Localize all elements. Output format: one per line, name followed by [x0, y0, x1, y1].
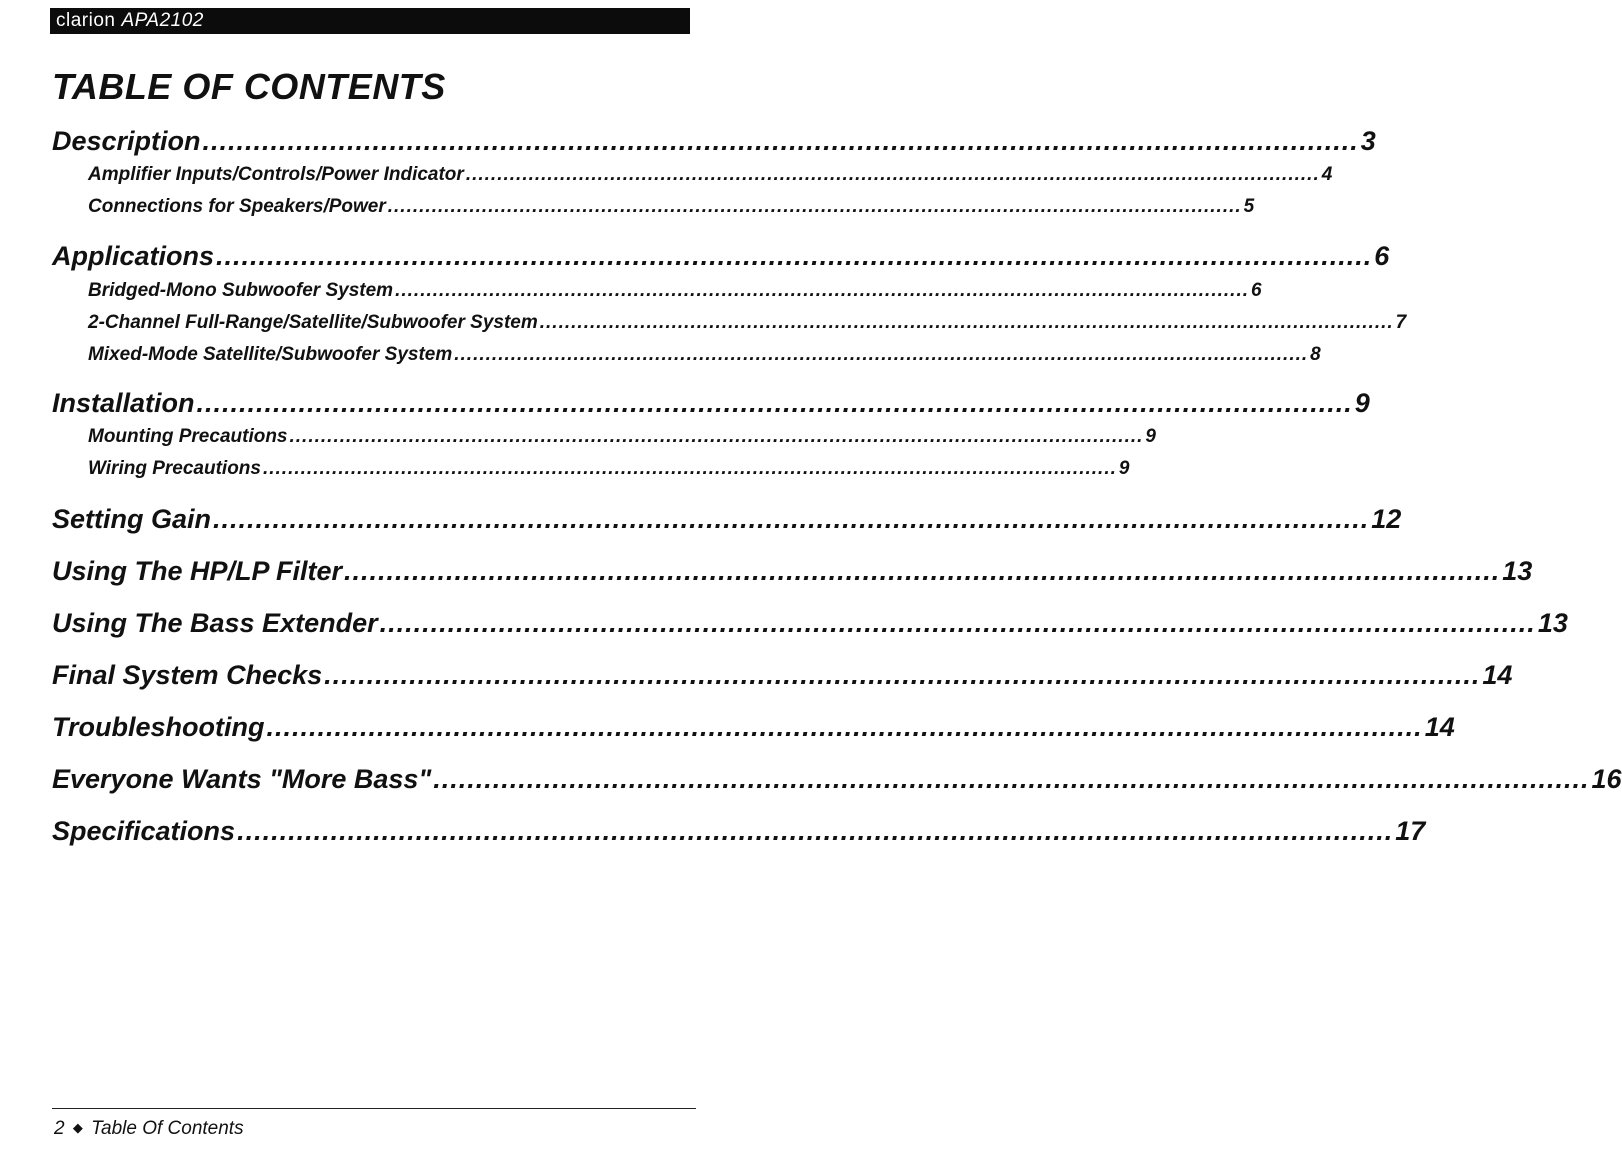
header-bar [50, 8, 690, 34]
toc-entry-title: 2-Channel Full-Range/Satellite/Subwoofer System [88, 312, 538, 333]
page-title: TABLE OF CONTENTS [52, 66, 446, 107]
toc-leader-dots: ........................................................................................................................................ [289, 426, 1144, 447]
toc-leader-dots: ........................................................................................................................................ [454, 344, 1309, 365]
toc-leader-dots: ........................................................................................................................................ [324, 660, 1481, 690]
toc-leader-dots: ........................................................................................................................................ [237, 816, 1394, 846]
footer-rule [52, 1108, 696, 1109]
toc-entry-title: Everyone Wants "More Bass" [52, 764, 432, 794]
toc-entry-applications[interactable] [52, 241, 1390, 272]
page-footer [54, 1118, 244, 1140]
toc-leader-dots: ........................................................................................................................................ [379, 608, 1536, 638]
toc-entry-specifications[interactable] [52, 816, 1426, 847]
toc-entry-amplifier-inputs[interactable] [88, 164, 1333, 186]
toc-leader-dots: ........................................................................................................................................ [344, 556, 1501, 586]
toc-entry-connections[interactable] [88, 196, 1255, 218]
toc-entry-troubleshooting[interactable] [52, 712, 1455, 743]
toc-page-number: 17 [1395, 816, 1426, 846]
toc-leader-dots: ........................................................................................................................................ [216, 241, 1373, 271]
toc-entry-setting-gain[interactable] [52, 504, 1402, 535]
footer-page-number: 2 [54, 1118, 65, 1139]
toc-entry-final-system-checks[interactable] [52, 660, 1513, 691]
toc-entry-installation[interactable] [52, 388, 1370, 419]
toc-entry-title: Wiring Precautions [88, 458, 261, 479]
model-number: APA2102 [121, 10, 204, 31]
toc-leader-dots: ........................................................................................................................................ [539, 312, 1394, 333]
toc-entry-more-bass[interactable] [52, 764, 1622, 795]
toc-entry-title: Installation [52, 388, 195, 418]
toc-entry-title: Description [52, 126, 201, 156]
toc-page-number: 13 [1537, 608, 1568, 638]
toc-leader-dots: ........................................................................................................................................ [433, 764, 1590, 794]
toc-entry-title: Amplifier Inputs/Controls/Power Indicator [88, 164, 464, 185]
diamond-icon: ◆ [72, 1120, 83, 1135]
toc-entry-hp-lp-filter[interactable] [52, 556, 1533, 587]
toc-entry-title: Using The Bass Extender [52, 608, 378, 638]
toc-page-number: 5 [1243, 196, 1255, 217]
toc-page-number: 14 [1482, 660, 1513, 690]
toc-page-number: 3 [1360, 126, 1376, 156]
toc-page-number: 8 [1310, 344, 1321, 365]
toc-entry-title: Mounting Precautions [88, 426, 288, 447]
toc-page-number: 13 [1502, 556, 1533, 586]
toc-page-number: 9 [1354, 388, 1370, 418]
toc-entry-title: Using The HP/LP Filter [52, 556, 343, 586]
toc-page-number: 16 [1591, 764, 1622, 794]
toc-entry-wiring-precautions[interactable] [88, 458, 1130, 480]
toc-entry-bridged-mono[interactable] [88, 280, 1262, 302]
toc-leader-dots: ........................................................................................................................................ [202, 126, 1359, 156]
footer-section-title: Table Of Contents [91, 1118, 244, 1139]
toc-leader-dots: ........................................................................................................................................ [266, 712, 1423, 742]
toc-entry-title: Troubleshooting [52, 712, 265, 742]
toc-page-number: 6 [1251, 280, 1262, 301]
toc-leader-dots: ........................................................................................................................................ [196, 388, 1353, 418]
toc-entry-bass-extender[interactable] [52, 608, 1568, 639]
toc-entry-description[interactable] [52, 126, 1376, 157]
toc-leader-dots: ........................................................................................................................................ [387, 196, 1242, 217]
toc-page-number: 4 [1321, 164, 1333, 185]
toc-page-number: 9 [1118, 458, 1130, 479]
toc-entry-title: Bridged-Mono Subwoofer System [88, 280, 394, 301]
toc-entry-title: Specifications [52, 816, 236, 846]
toc-entry-title: Applications [52, 241, 215, 271]
toc-leader-dots: ........................................................................................................................................ [213, 504, 1370, 534]
toc-entry-title: Setting Gain [52, 504, 212, 534]
toc-page-number: 14 [1424, 712, 1455, 742]
toc-page-number: 9 [1145, 426, 1156, 447]
toc-page-number: 7 [1395, 312, 1407, 333]
toc-page-number: 6 [1374, 241, 1390, 271]
toc-page-number: 12 [1371, 504, 1402, 534]
toc-entry-two-channel[interactable] [88, 312, 1407, 334]
brand-name: clarion [56, 10, 116, 31]
toc-leader-dots: ........................................................................................................................................ [262, 458, 1117, 479]
toc-entry-title: Final System Checks [52, 660, 323, 690]
toc-entry-title: Connections for Speakers/Power [88, 196, 386, 217]
toc-entry-mounting-precautions[interactable] [88, 426, 1156, 448]
toc-leader-dots: ........................................................................................................................................ [465, 164, 1320, 185]
toc-leader-dots: ........................................................................................................................................ [395, 280, 1249, 301]
toc-entry-mixed-mode[interactable] [88, 344, 1321, 366]
toc-entry-title: Mixed-Mode Satellite/Subwoofer System [88, 344, 453, 365]
